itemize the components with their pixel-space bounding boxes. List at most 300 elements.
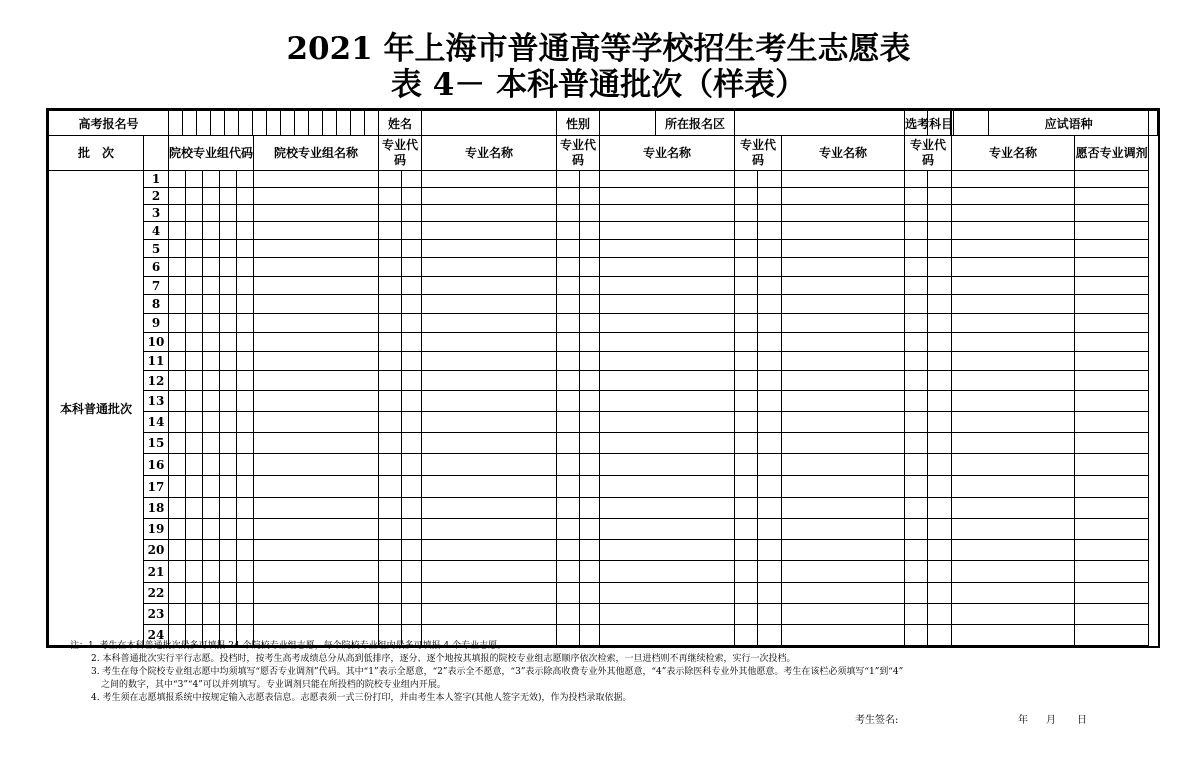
major-code-digit[interactable] bbox=[402, 391, 422, 412]
group-name-field[interactable] bbox=[254, 476, 379, 498]
major-name-field[interactable] bbox=[782, 540, 905, 561]
major-code-digit[interactable] bbox=[379, 314, 402, 333]
major-code-digit[interactable] bbox=[557, 352, 580, 371]
major-code-digit[interactable] bbox=[735, 205, 758, 222]
group-name-field[interactable] bbox=[254, 277, 379, 295]
group-code-digit[interactable] bbox=[237, 604, 254, 625]
major-name-field[interactable] bbox=[422, 604, 557, 625]
major-name-field[interactable] bbox=[952, 476, 1075, 498]
major-code-digit[interactable] bbox=[580, 391, 600, 412]
group-code-digit[interactable] bbox=[203, 454, 220, 476]
major-code-digit[interactable] bbox=[928, 258, 952, 277]
group-code-digit[interactable] bbox=[203, 498, 220, 519]
major-code-digit[interactable] bbox=[402, 412, 422, 433]
major-name-field[interactable] bbox=[422, 454, 557, 476]
major-code-digit[interactable] bbox=[928, 352, 952, 371]
major-code-digit[interactable] bbox=[402, 604, 422, 625]
major-code-digit[interactable] bbox=[758, 371, 782, 391]
major-code-digit[interactable] bbox=[580, 314, 600, 333]
major-name-field[interactable] bbox=[952, 433, 1075, 454]
group-name-field[interactable] bbox=[254, 540, 379, 561]
major-code-digit[interactable] bbox=[379, 222, 402, 240]
major-code-digit[interactable] bbox=[928, 188, 952, 205]
group-code-digit[interactable] bbox=[237, 454, 254, 476]
group-code-digit[interactable] bbox=[220, 476, 237, 498]
group-code-digit[interactable] bbox=[220, 188, 237, 205]
major-name-field[interactable] bbox=[422, 333, 557, 352]
major-code-digit[interactable] bbox=[379, 604, 402, 625]
major-code-digit[interactable] bbox=[905, 371, 928, 391]
major-code-digit[interactable] bbox=[402, 540, 422, 561]
adjust-field[interactable] bbox=[1075, 519, 1149, 540]
group-code-digit[interactable] bbox=[220, 519, 237, 540]
group-code-digit[interactable] bbox=[169, 222, 186, 240]
major-code-digit[interactable] bbox=[758, 540, 782, 561]
group-code-digit[interactable] bbox=[169, 433, 186, 454]
group-code-digit[interactable] bbox=[203, 519, 220, 540]
major-code-digit[interactable] bbox=[758, 583, 782, 604]
major-code-digit[interactable] bbox=[379, 583, 402, 604]
group-name-field[interactable] bbox=[254, 205, 379, 222]
major-name-field[interactable] bbox=[422, 240, 557, 258]
major-code-digit[interactable] bbox=[758, 604, 782, 625]
group-name-field[interactable] bbox=[254, 498, 379, 519]
adjust-field[interactable] bbox=[1075, 433, 1149, 454]
group-name-field[interactable] bbox=[254, 333, 379, 352]
major-code-digit[interactable] bbox=[735, 391, 758, 412]
major-code-digit[interactable] bbox=[928, 277, 952, 295]
major-code-digit[interactable] bbox=[928, 476, 952, 498]
adjust-field[interactable] bbox=[1075, 540, 1149, 561]
adjust-field[interactable] bbox=[1075, 222, 1149, 240]
major-name-field[interactable] bbox=[600, 277, 735, 295]
major-name-field[interactable] bbox=[952, 604, 1075, 625]
major-code-digit[interactable] bbox=[928, 412, 952, 433]
major-code-digit[interactable] bbox=[557, 205, 580, 222]
major-code-digit[interactable] bbox=[379, 352, 402, 371]
major-code-digit[interactable] bbox=[905, 222, 928, 240]
major-code-digit[interactable] bbox=[557, 519, 580, 540]
major-code-digit[interactable] bbox=[928, 314, 952, 333]
major-code-digit[interactable] bbox=[402, 333, 422, 352]
group-name-field[interactable] bbox=[254, 295, 379, 314]
major-code-digit[interactable] bbox=[928, 240, 952, 258]
major-name-field[interactable] bbox=[600, 352, 735, 371]
major-code-digit[interactable] bbox=[580, 604, 600, 625]
major-name-field[interactable] bbox=[782, 454, 905, 476]
group-code-digit[interactable] bbox=[220, 583, 237, 604]
group-code-digit[interactable] bbox=[220, 433, 237, 454]
major-code-digit[interactable] bbox=[557, 540, 580, 561]
group-code-digit[interactable] bbox=[237, 391, 254, 412]
group-code-digit[interactable] bbox=[186, 171, 203, 188]
group-code-digit[interactable] bbox=[220, 240, 237, 258]
major-code-digit[interactable] bbox=[735, 188, 758, 205]
major-code-digit[interactable] bbox=[905, 604, 928, 625]
group-code-digit[interactable] bbox=[203, 240, 220, 258]
major-name-field[interactable] bbox=[422, 476, 557, 498]
major-name-field[interactable] bbox=[952, 540, 1075, 561]
major-code-digit[interactable] bbox=[928, 540, 952, 561]
major-code-digit[interactable] bbox=[580, 583, 600, 604]
group-code-digit[interactable] bbox=[169, 561, 186, 583]
group-code-digit[interactable] bbox=[186, 222, 203, 240]
group-code-digit[interactable] bbox=[237, 295, 254, 314]
major-code-digit[interactable] bbox=[402, 498, 422, 519]
group-name-field[interactable] bbox=[254, 561, 379, 583]
adjust-field[interactable] bbox=[1075, 391, 1149, 412]
exam-no-boxes[interactable] bbox=[169, 111, 379, 136]
group-code-digit[interactable] bbox=[237, 188, 254, 205]
major-code-digit[interactable] bbox=[905, 561, 928, 583]
group-code-digit[interactable] bbox=[186, 412, 203, 433]
major-code-digit[interactable] bbox=[758, 240, 782, 258]
major-code-digit[interactable] bbox=[379, 540, 402, 561]
major-name-field[interactable] bbox=[782, 352, 905, 371]
major-code-digit[interactable] bbox=[557, 476, 580, 498]
group-code-digit[interactable] bbox=[203, 412, 220, 433]
major-name-field[interactable] bbox=[952, 352, 1075, 371]
major-code-digit[interactable] bbox=[379, 454, 402, 476]
group-code-digit[interactable] bbox=[220, 295, 237, 314]
group-code-digit[interactable] bbox=[237, 371, 254, 391]
major-code-digit[interactable] bbox=[557, 222, 580, 240]
major-name-field[interactable] bbox=[782, 371, 905, 391]
major-code-digit[interactable] bbox=[905, 540, 928, 561]
major-name-field[interactable] bbox=[952, 277, 1075, 295]
major-code-digit[interactable] bbox=[379, 333, 402, 352]
major-name-field[interactable] bbox=[422, 371, 557, 391]
major-code-digit[interactable] bbox=[928, 371, 952, 391]
major-code-digit[interactable] bbox=[580, 205, 600, 222]
group-code-digit[interactable] bbox=[237, 314, 254, 333]
major-name-field[interactable] bbox=[600, 454, 735, 476]
group-code-digit[interactable] bbox=[186, 583, 203, 604]
gender-and-district-cell[interactable] bbox=[600, 111, 735, 136]
major-name-field[interactable] bbox=[422, 277, 557, 295]
gender-field[interactable] bbox=[600, 111, 656, 135]
major-code-digit[interactable] bbox=[905, 454, 928, 476]
major-code-digit[interactable] bbox=[557, 333, 580, 352]
group-code-digit[interactable] bbox=[237, 240, 254, 258]
major-code-digit[interactable] bbox=[905, 240, 928, 258]
major-name-field[interactable] bbox=[422, 314, 557, 333]
major-name-field[interactable] bbox=[782, 258, 905, 277]
major-code-digit[interactable] bbox=[557, 258, 580, 277]
major-code-digit[interactable] bbox=[402, 171, 422, 188]
major-code-digit[interactable] bbox=[557, 583, 580, 604]
major-name-field[interactable] bbox=[782, 519, 905, 540]
major-name-field[interactable] bbox=[782, 295, 905, 314]
major-name-field[interactable] bbox=[600, 583, 735, 604]
major-code-digit[interactable] bbox=[735, 258, 758, 277]
group-name-field[interactable] bbox=[254, 314, 379, 333]
major-code-digit[interactable] bbox=[557, 295, 580, 314]
major-name-field[interactable] bbox=[600, 412, 735, 433]
major-name-field[interactable] bbox=[952, 258, 1075, 277]
adjust-field[interactable] bbox=[1075, 412, 1149, 433]
major-code-digit[interactable] bbox=[928, 519, 952, 540]
major-name-field[interactable] bbox=[952, 454, 1075, 476]
group-code-digit[interactable] bbox=[186, 333, 203, 352]
language-field[interactable] bbox=[1149, 111, 1158, 136]
group-code-digit[interactable] bbox=[203, 277, 220, 295]
group-code-digit[interactable] bbox=[220, 498, 237, 519]
group-code-digit[interactable] bbox=[169, 583, 186, 604]
major-code-digit[interactable] bbox=[580, 371, 600, 391]
group-code-digit[interactable] bbox=[186, 391, 203, 412]
group-code-digit[interactable] bbox=[186, 540, 203, 561]
major-name-field[interactable] bbox=[422, 561, 557, 583]
major-code-digit[interactable] bbox=[402, 314, 422, 333]
group-code-digit[interactable] bbox=[220, 258, 237, 277]
major-code-digit[interactable] bbox=[379, 171, 402, 188]
group-code-digit[interactable] bbox=[237, 352, 254, 371]
major-code-digit[interactable] bbox=[379, 476, 402, 498]
major-code-digit[interactable] bbox=[402, 352, 422, 371]
major-code-digit[interactable] bbox=[557, 604, 580, 625]
group-code-digit[interactable] bbox=[237, 583, 254, 604]
major-code-digit[interactable] bbox=[735, 333, 758, 352]
group-code-digit[interactable] bbox=[186, 433, 203, 454]
major-code-digit[interactable] bbox=[905, 295, 928, 314]
major-name-field[interactable] bbox=[422, 258, 557, 277]
major-name-field[interactable] bbox=[782, 433, 905, 454]
group-name-field[interactable] bbox=[254, 604, 379, 625]
adjust-field[interactable] bbox=[1075, 333, 1149, 352]
major-code-digit[interactable] bbox=[758, 352, 782, 371]
group-code-digit[interactable] bbox=[237, 519, 254, 540]
major-code-digit[interactable] bbox=[379, 412, 402, 433]
major-code-digit[interactable] bbox=[580, 295, 600, 314]
group-code-digit[interactable] bbox=[237, 412, 254, 433]
major-code-digit[interactable] bbox=[928, 433, 952, 454]
major-code-digit[interactable] bbox=[928, 498, 952, 519]
major-code-digit[interactable] bbox=[905, 277, 928, 295]
adjust-field[interactable] bbox=[1075, 171, 1149, 188]
major-name-field[interactable] bbox=[600, 498, 735, 519]
group-code-digit[interactable] bbox=[220, 205, 237, 222]
major-code-digit[interactable] bbox=[557, 433, 580, 454]
adjust-field[interactable] bbox=[1075, 258, 1149, 277]
group-code-digit[interactable] bbox=[220, 561, 237, 583]
major-name-field[interactable] bbox=[600, 433, 735, 454]
group-code-digit[interactable] bbox=[169, 352, 186, 371]
major-code-digit[interactable] bbox=[758, 412, 782, 433]
major-name-field[interactable] bbox=[422, 391, 557, 412]
group-code-digit[interactable] bbox=[203, 371, 220, 391]
group-code-digit[interactable] bbox=[169, 412, 186, 433]
major-code-digit[interactable] bbox=[758, 391, 782, 412]
major-name-field[interactable] bbox=[782, 314, 905, 333]
group-name-field[interactable] bbox=[254, 240, 379, 258]
major-code-digit[interactable] bbox=[735, 295, 758, 314]
major-code-digit[interactable] bbox=[905, 188, 928, 205]
group-code-digit[interactable] bbox=[186, 188, 203, 205]
major-code-digit[interactable] bbox=[402, 454, 422, 476]
major-name-field[interactable] bbox=[600, 295, 735, 314]
major-code-digit[interactable] bbox=[758, 222, 782, 240]
major-code-digit[interactable] bbox=[402, 433, 422, 454]
major-name-field[interactable] bbox=[952, 561, 1075, 583]
group-name-field[interactable] bbox=[254, 371, 379, 391]
major-code-digit[interactable] bbox=[905, 391, 928, 412]
major-code-digit[interactable] bbox=[557, 277, 580, 295]
group-code-digit[interactable] bbox=[203, 433, 220, 454]
major-code-digit[interactable] bbox=[905, 519, 928, 540]
group-code-digit[interactable] bbox=[186, 454, 203, 476]
major-code-digit[interactable] bbox=[928, 604, 952, 625]
group-name-field[interactable] bbox=[254, 519, 379, 540]
group-code-digit[interactable] bbox=[169, 476, 186, 498]
major-code-digit[interactable] bbox=[580, 519, 600, 540]
group-code-digit[interactable] bbox=[237, 476, 254, 498]
major-code-digit[interactable] bbox=[758, 519, 782, 540]
group-code-digit[interactable] bbox=[220, 604, 237, 625]
major-name-field[interactable] bbox=[782, 277, 905, 295]
group-code-digit[interactable] bbox=[169, 604, 186, 625]
group-code-digit[interactable] bbox=[203, 561, 220, 583]
major-name-field[interactable] bbox=[422, 222, 557, 240]
group-code-digit[interactable] bbox=[237, 540, 254, 561]
major-code-digit[interactable] bbox=[905, 433, 928, 454]
group-code-digit[interactable] bbox=[186, 476, 203, 498]
adjust-field[interactable] bbox=[1075, 205, 1149, 222]
group-code-digit[interactable] bbox=[220, 391, 237, 412]
major-name-field[interactable] bbox=[952, 391, 1075, 412]
major-name-field[interactable] bbox=[600, 258, 735, 277]
major-code-digit[interactable] bbox=[735, 498, 758, 519]
group-name-field[interactable] bbox=[254, 188, 379, 205]
group-code-digit[interactable] bbox=[220, 314, 237, 333]
major-code-digit[interactable] bbox=[557, 240, 580, 258]
group-code-digit[interactable] bbox=[203, 222, 220, 240]
major-code-digit[interactable] bbox=[402, 519, 422, 540]
group-code-digit[interactable] bbox=[220, 412, 237, 433]
group-name-field[interactable] bbox=[254, 412, 379, 433]
major-code-digit[interactable] bbox=[580, 412, 600, 433]
major-code-digit[interactable] bbox=[379, 205, 402, 222]
major-code-digit[interactable] bbox=[580, 352, 600, 371]
major-name-field[interactable] bbox=[782, 604, 905, 625]
major-code-digit[interactable] bbox=[735, 583, 758, 604]
group-code-digit[interactable] bbox=[220, 171, 237, 188]
major-code-digit[interactable] bbox=[557, 561, 580, 583]
group-name-field[interactable] bbox=[254, 171, 379, 188]
group-name-field[interactable] bbox=[254, 433, 379, 454]
group-code-digit[interactable] bbox=[169, 314, 186, 333]
major-code-digit[interactable] bbox=[402, 222, 422, 240]
group-code-digit[interactable] bbox=[237, 561, 254, 583]
major-name-field[interactable] bbox=[600, 540, 735, 561]
group-code-digit[interactable] bbox=[203, 476, 220, 498]
adjust-field[interactable] bbox=[1075, 188, 1149, 205]
major-code-digit[interactable] bbox=[758, 188, 782, 205]
major-code-digit[interactable] bbox=[735, 277, 758, 295]
major-code-digit[interactable] bbox=[580, 277, 600, 295]
major-name-field[interactable] bbox=[600, 333, 735, 352]
major-name-field[interactable] bbox=[600, 188, 735, 205]
major-code-digit[interactable] bbox=[580, 540, 600, 561]
group-code-digit[interactable] bbox=[203, 295, 220, 314]
major-code-digit[interactable] bbox=[557, 498, 580, 519]
major-name-field[interactable] bbox=[600, 222, 735, 240]
group-code-digit[interactable] bbox=[186, 314, 203, 333]
major-code-digit[interactable] bbox=[735, 454, 758, 476]
major-code-digit[interactable] bbox=[905, 498, 928, 519]
group-name-field[interactable] bbox=[254, 391, 379, 412]
major-name-field[interactable] bbox=[600, 205, 735, 222]
group-code-digit[interactable] bbox=[203, 583, 220, 604]
major-code-digit[interactable] bbox=[928, 222, 952, 240]
major-code-digit[interactable] bbox=[379, 258, 402, 277]
major-code-digit[interactable] bbox=[928, 205, 952, 222]
major-code-digit[interactable] bbox=[557, 454, 580, 476]
group-code-digit[interactable] bbox=[186, 277, 203, 295]
major-code-digit[interactable] bbox=[928, 295, 952, 314]
major-code-digit[interactable] bbox=[928, 454, 952, 476]
group-code-digit[interactable] bbox=[203, 205, 220, 222]
major-name-field[interactable] bbox=[600, 604, 735, 625]
major-code-digit[interactable] bbox=[402, 561, 422, 583]
group-code-digit[interactable] bbox=[169, 188, 186, 205]
group-code-digit[interactable] bbox=[186, 519, 203, 540]
major-code-digit[interactable] bbox=[402, 240, 422, 258]
adjust-field[interactable] bbox=[1075, 240, 1149, 258]
major-code-digit[interactable] bbox=[557, 171, 580, 188]
major-name-field[interactable] bbox=[422, 498, 557, 519]
major-name-field[interactable] bbox=[422, 412, 557, 433]
group-code-digit[interactable] bbox=[169, 240, 186, 258]
group-code-digit[interactable] bbox=[186, 258, 203, 277]
major-name-field[interactable] bbox=[600, 371, 735, 391]
group-code-digit[interactable] bbox=[237, 277, 254, 295]
major-code-digit[interactable] bbox=[735, 433, 758, 454]
group-code-digit[interactable] bbox=[203, 258, 220, 277]
group-code-digit[interactable] bbox=[186, 205, 203, 222]
major-code-digit[interactable] bbox=[735, 352, 758, 371]
major-name-field[interactable] bbox=[422, 352, 557, 371]
group-code-digit[interactable] bbox=[203, 333, 220, 352]
group-name-field[interactable] bbox=[254, 258, 379, 277]
major-code-digit[interactable] bbox=[758, 205, 782, 222]
major-code-digit[interactable] bbox=[905, 352, 928, 371]
adjust-field[interactable] bbox=[1075, 454, 1149, 476]
major-name-field[interactable] bbox=[782, 171, 905, 188]
major-code-digit[interactable] bbox=[580, 171, 600, 188]
group-code-digit[interactable] bbox=[169, 333, 186, 352]
major-name-field[interactable] bbox=[422, 433, 557, 454]
major-code-digit[interactable] bbox=[905, 583, 928, 604]
major-code-digit[interactable] bbox=[758, 433, 782, 454]
major-code-digit[interactable] bbox=[402, 277, 422, 295]
adjust-field[interactable] bbox=[1075, 604, 1149, 625]
group-code-digit[interactable] bbox=[220, 454, 237, 476]
major-code-digit[interactable] bbox=[758, 295, 782, 314]
major-name-field[interactable] bbox=[600, 240, 735, 258]
major-name-field[interactable] bbox=[952, 412, 1075, 433]
major-code-digit[interactable] bbox=[402, 205, 422, 222]
adjust-field[interactable] bbox=[1075, 314, 1149, 333]
major-name-field[interactable] bbox=[952, 240, 1075, 258]
major-code-digit[interactable] bbox=[905, 205, 928, 222]
group-code-digit[interactable] bbox=[203, 391, 220, 412]
major-code-digit[interactable] bbox=[580, 433, 600, 454]
major-name-field[interactable] bbox=[422, 188, 557, 205]
group-code-digit[interactable] bbox=[186, 240, 203, 258]
major-code-digit[interactable] bbox=[735, 240, 758, 258]
major-code-digit[interactable] bbox=[928, 333, 952, 352]
